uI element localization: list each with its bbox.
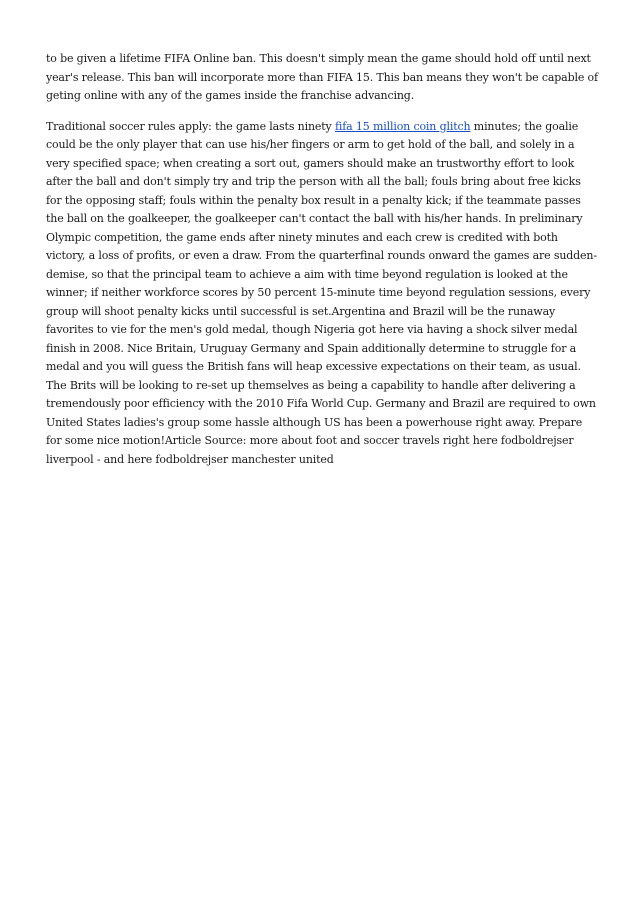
paragraph-2-text-before-link: Traditional soccer rules apply: the game lasts ninety: [46, 119, 335, 133]
paragraph-1: to be given a lifetime FIFA Online ban. This doesn't simply mean the game should hold off until next year's release. This ban will incorporate more than FIFA 15. This ban means they won't be capable of geting online with any of the games inside the franchise advancing.: [46, 52, 598, 102]
paragraph-2: [46, 118, 598, 470]
fifa-coin-glitch-link[interactable]: fifa 15 million coin glitch: [334, 119, 471, 133]
paragraph-2-text-after-link: minutes; the goalie could be the only player that can use his/her fingers or arm to get hold of the ball, and solely in a very specified space; when creating a sort out, gamers should make an trustworthy effort to look after the ball and don't simply try and trip the person with all the ball; fouls bring about free kicks for the opposing staff; fouls within the penalty box result in a penalty kick; if the teammate passes the ball on the goalkeeper, the goalkeeper can't contact the ball with his/her hands. In preliminary Olympic competition, the game ends after ninety minutes and each crew is credited with both victory, a loss of profits, or even a draw. From the quarterfinal rounds onward the games are sudden-demise, so that the principal team to achieve a aim with time beyond regulation is looked at the winner; if neither workforce scores by 50 percent 15-minute time beyond regulation sessions, every group will shoot penalty kicks until successful is set.Argentina and Brazil will be the runaway favorites to vie for the men's gold medal, though Nigeria got here via having a shock silver medal finish in 2008. Nice Britain, Uruguay Germany and Spain additionally determine to struggle for a medal and you will guess the British fans will heap excessive expectations on their team, as usual. The Brits will be looking to re-set up themselves as being a capability to handle after delivering a tremendously poor efficiency with the 2010 Fifa World Cup. Germany and Brazil are required to own United States ladies's group some hassle although US has been a powerhouse right away. Prepare for some nice motion!Article Source: more about foot and soccer travels right here fodboldrejser liverpool - and here fodboldrejser manchester united: [46, 119, 597, 466]
document-page: [46, 50, 598, 481]
